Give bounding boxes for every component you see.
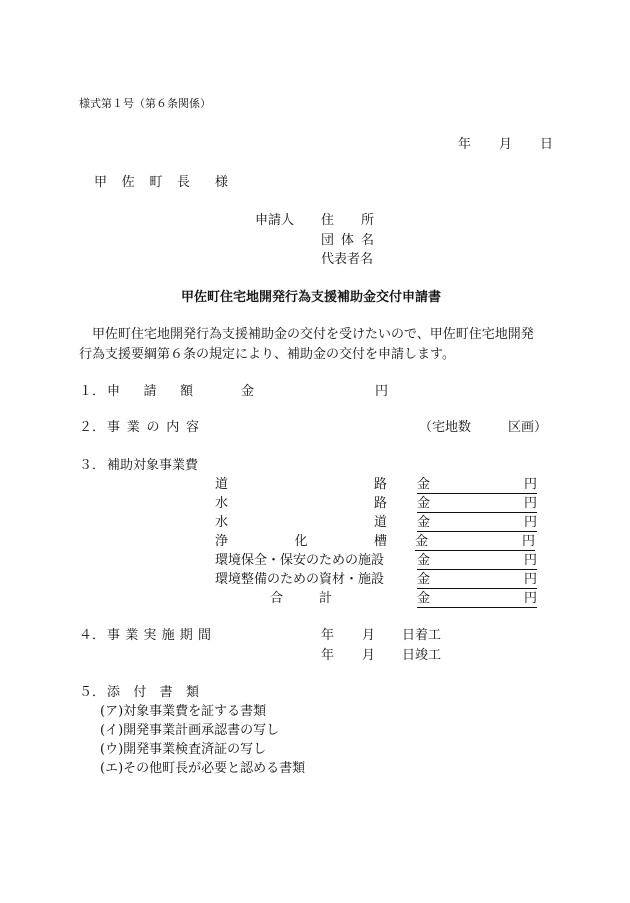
label-char: 内 bbox=[166, 420, 180, 435]
label-char: 道 bbox=[215, 477, 229, 492]
item4-label bbox=[107, 628, 211, 644]
cost-row-underline bbox=[417, 493, 537, 494]
item2-lots-open: （宅地数 bbox=[419, 420, 472, 435]
label-char: 計 bbox=[318, 591, 332, 606]
cost-row-underline bbox=[415, 550, 535, 551]
label-char: 業 bbox=[126, 420, 140, 435]
item2-lots-close: 区画） bbox=[508, 420, 548, 435]
cost-row-underline bbox=[417, 531, 537, 532]
label-char: 事 bbox=[107, 420, 121, 435]
label-char: 槽 bbox=[373, 534, 387, 549]
addressee-town-mayor bbox=[94, 175, 190, 191]
applicant-address-label bbox=[321, 213, 374, 229]
end-year: 年 bbox=[321, 648, 335, 663]
addressee-char: 町 bbox=[149, 175, 163, 190]
cost-row-yen: 円 bbox=[524, 515, 538, 530]
addressee-char: 甲 bbox=[94, 175, 108, 190]
label-char: 業 bbox=[125, 628, 139, 643]
body-line-1: 甲佐町住宅地開発行為支援補助金の交付を受けたいので、甲佐町住宅地開発 bbox=[92, 327, 534, 342]
attachment-item: (ウ)開発事業検査済証の写し bbox=[100, 742, 267, 757]
label-char: 容 bbox=[185, 420, 199, 435]
label-char: 浄 bbox=[215, 534, 229, 549]
label-char: 期 bbox=[179, 628, 193, 643]
label-char: 額 bbox=[179, 384, 193, 399]
label-char: 住 bbox=[321, 213, 335, 228]
label-char: 添 bbox=[107, 685, 121, 700]
cost-row-label bbox=[215, 477, 387, 493]
cost-row-underline bbox=[417, 512, 537, 513]
form-number: 様式第１号（第６条関係） bbox=[79, 97, 211, 110]
label-char: 類 bbox=[185, 685, 199, 700]
cost-row-yen: 円 bbox=[522, 534, 536, 549]
label-char: 化 bbox=[294, 534, 308, 549]
item5-label bbox=[107, 685, 199, 701]
date-day: 日 bbox=[540, 137, 554, 152]
date-month: 月 bbox=[499, 137, 513, 152]
item2-number: ２． bbox=[79, 420, 106, 435]
cost-total-label bbox=[270, 591, 332, 607]
cost-row-label: 環境整備のための資材・施設 bbox=[215, 572, 385, 587]
start-month: 月 bbox=[362, 628, 376, 643]
label-char: 体 bbox=[340, 233, 354, 248]
label-char: 書 bbox=[159, 685, 173, 700]
attachment-item: (ア)対象事業費を証する書類 bbox=[100, 704, 267, 719]
cost-row-yen: 円 bbox=[524, 496, 538, 511]
cost-row-kin: 金 bbox=[415, 534, 429, 549]
label-char: 名 bbox=[360, 233, 374, 248]
item2-label bbox=[107, 420, 199, 436]
cost-row-yen: 円 bbox=[524, 477, 538, 492]
end-suffix: 日竣工 bbox=[402, 648, 442, 663]
addressee-honorific: 様 bbox=[215, 175, 229, 190]
attachment-item: (エ)その他町長が必要と認める書類 bbox=[100, 761, 306, 776]
cost-row-underline bbox=[417, 569, 537, 570]
cost-row-kin: 金 bbox=[417, 477, 431, 492]
applicant-org-label bbox=[321, 233, 374, 249]
label-char: 路 bbox=[373, 496, 387, 511]
label-char: 水 bbox=[215, 515, 229, 530]
item3-label: 補助対象事業費 bbox=[107, 458, 199, 473]
cost-row-label bbox=[215, 534, 387, 550]
cost-row-underline bbox=[417, 588, 537, 589]
cost-row-kin: 金 bbox=[417, 553, 431, 568]
label-char: 付 bbox=[133, 685, 147, 700]
label-char: 申 bbox=[107, 384, 121, 399]
cost-row-yen: 円 bbox=[524, 553, 538, 568]
cost-row-label bbox=[215, 515, 387, 531]
cost-total-underline bbox=[417, 607, 537, 608]
body-line-2: 行為支援要綱第６条の規定により、補助金の交付を申請します。 bbox=[79, 347, 455, 362]
item1-kin: 金 bbox=[241, 384, 255, 399]
end-month: 月 bbox=[362, 648, 376, 663]
start-year: 年 bbox=[321, 628, 335, 643]
item5-number: ５． bbox=[79, 685, 106, 700]
start-suffix: 日着工 bbox=[402, 628, 442, 643]
label-char: の bbox=[146, 420, 160, 435]
cost-row-label: 環境保全・保安のための施設 bbox=[215, 553, 385, 568]
cost-row-kin: 金 bbox=[417, 572, 431, 587]
cost-total-yen: 円 bbox=[524, 591, 538, 606]
label-char: 団 bbox=[321, 233, 335, 248]
label-char: 水 bbox=[215, 496, 229, 511]
item3-number: ３． bbox=[79, 458, 106, 473]
label-char: 合 bbox=[270, 591, 284, 606]
cost-row-label bbox=[215, 496, 387, 512]
item1-number: １． bbox=[79, 384, 106, 399]
addressee-char: 長 bbox=[176, 175, 190, 190]
document-title: 甲佐町住宅地開発行為支援補助金交付申請書 bbox=[181, 290, 442, 305]
applicant-label: 申請人 bbox=[255, 213, 295, 228]
applicant-rep-label: 代表者名 bbox=[321, 252, 374, 267]
label-char: 道 bbox=[373, 515, 387, 530]
item1-yen: 円 bbox=[375, 384, 389, 399]
cost-row-kin: 金 bbox=[417, 515, 431, 530]
label-char: 実 bbox=[143, 628, 157, 643]
item1-label bbox=[107, 384, 193, 400]
cost-row-yen: 円 bbox=[524, 572, 538, 587]
attachment-item: (イ)開発事業計画承認書の写し bbox=[100, 723, 280, 738]
label-char: 路 bbox=[373, 477, 387, 492]
label-char: 所 bbox=[360, 213, 374, 228]
label-char: 請 bbox=[143, 384, 157, 399]
cost-row-kin: 金 bbox=[417, 496, 431, 511]
label-char: 施 bbox=[161, 628, 175, 643]
cost-total-kin: 金 bbox=[417, 591, 431, 606]
label-char: 間 bbox=[197, 628, 211, 643]
label-char: 事 bbox=[107, 628, 121, 643]
item4-number: ４． bbox=[79, 628, 106, 643]
date-year: 年 bbox=[458, 137, 472, 152]
addressee-char: 佐 bbox=[121, 175, 135, 190]
